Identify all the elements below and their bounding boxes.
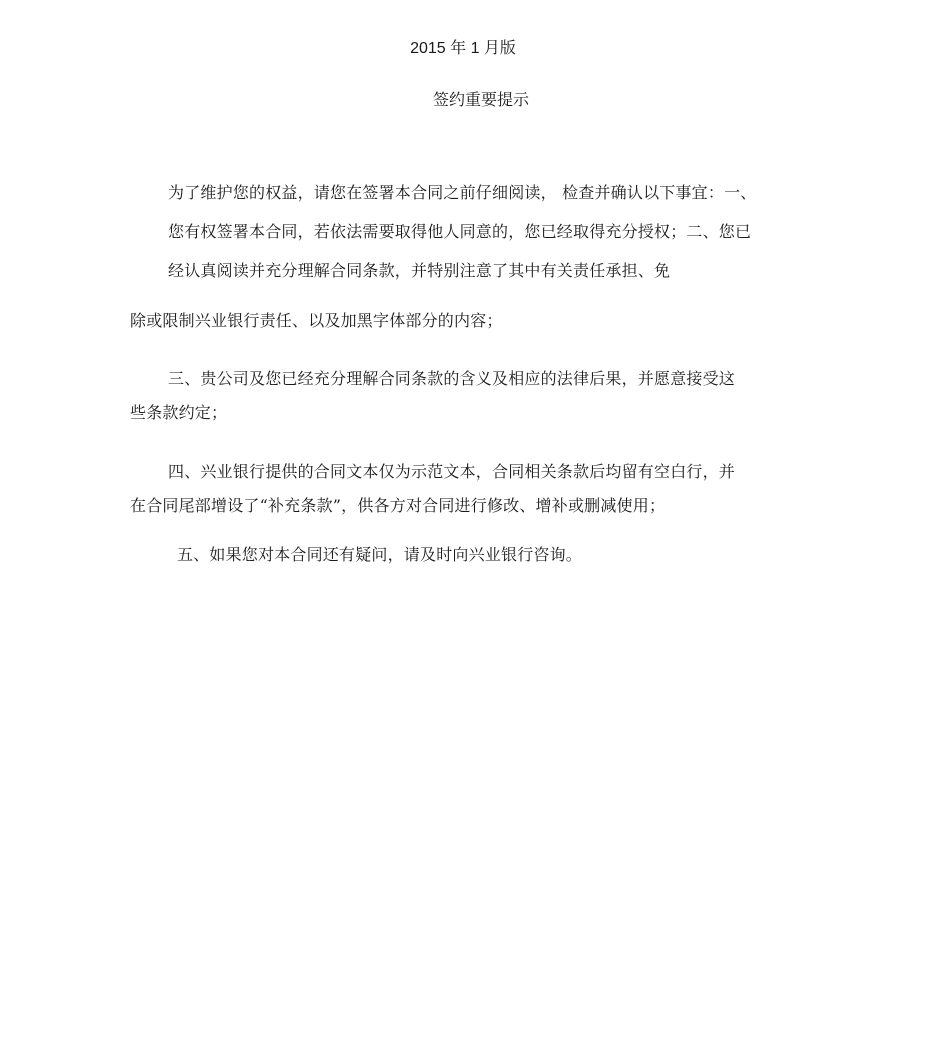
paragraph-2-line-2: 些条款约定； [130, 403, 228, 422]
paragraph-1-line-1: 为了维护您的权益，请您在签署本合同之前仔细阅读， 检查并确认以下事宜：一、 [168, 183, 757, 202]
paragraph-1-line-2: 您有权签署本合同，若依法需要取得他人同意的，您已经取得充分授权；二、您已 [168, 222, 752, 241]
paragraph-3-line-2: 在合同尾部增设了“补充条款”，供各方对合同进行修改、增补或删减使用； [130, 496, 666, 515]
paragraph-1-line-3: 经认真阅读并充分理解合同条款，并特别注意了其中有关责任承担、免 [168, 261, 671, 280]
document-title: 签约重要提示 [432, 90, 529, 109]
paragraph-4-line-1: 五、如果您对本合同还有疑问，请及时向兴业银行咨询。 [177, 545, 583, 564]
paragraph-2-line-1: 三、贵公司及您已经充分理解合同条款的含义及相应的法律后果，并愿意接受这 [168, 369, 736, 388]
edition-label: 2015 年 1 月版 [410, 40, 516, 57]
paragraph-3-line-1: 四、兴业银行提供的合同文本仅为示范文本，合同相关条款后均留有空白行，并 [168, 462, 736, 481]
paragraph-1-line-4: 除或限制兴业银行责任、以及加黑字体部分的内容； [130, 311, 503, 330]
